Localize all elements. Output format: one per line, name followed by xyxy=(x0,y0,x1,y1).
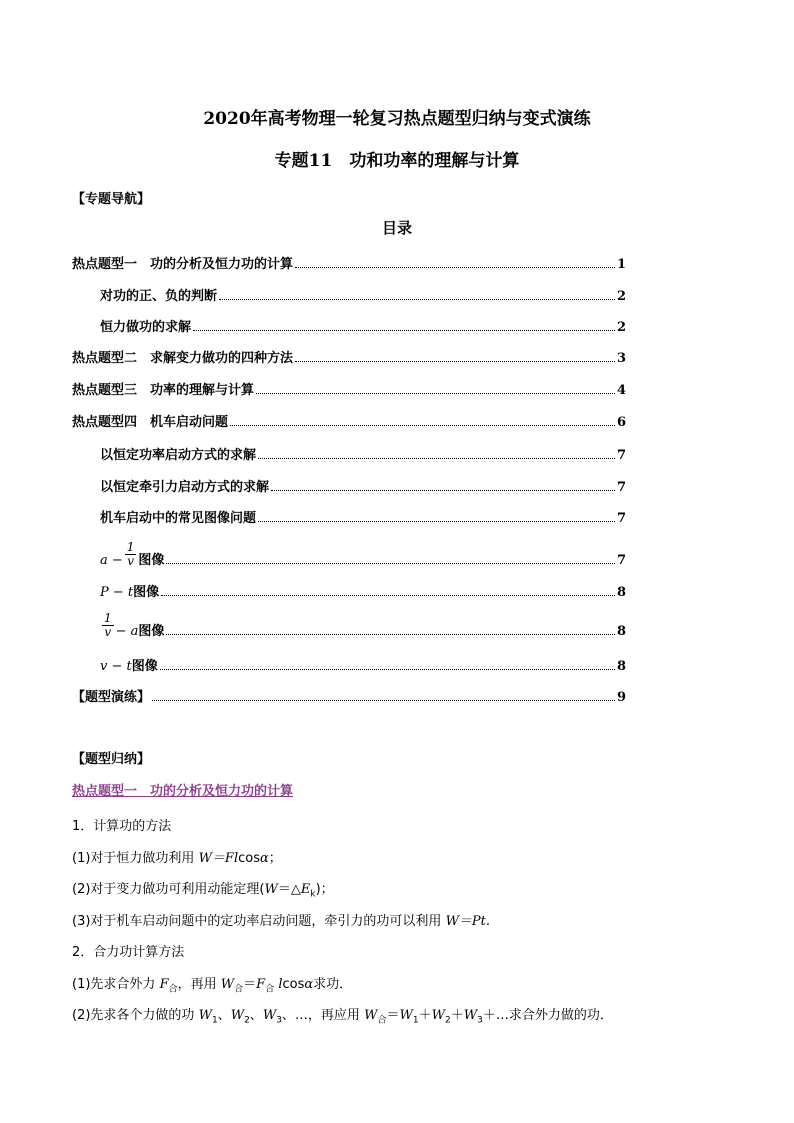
toc-item-label xyxy=(100,581,159,600)
text: (1)先求合外力 xyxy=(72,977,160,992)
text: 、 xyxy=(217,1008,231,1023)
content-line-2 xyxy=(72,878,334,900)
formula: E xyxy=(300,882,311,897)
formula: W＝Fl xyxy=(198,851,239,866)
toc-item-page: 7 xyxy=(616,448,626,463)
toc-leader-dots xyxy=(295,267,615,268)
text: (2)对于变力做功可利用动能定理( xyxy=(72,882,265,897)
toc-item-label xyxy=(100,541,164,568)
toc-item-page: 7 xyxy=(616,553,626,568)
formula: W xyxy=(264,882,278,897)
fraction-numerator: 1 xyxy=(104,611,112,625)
formula: W xyxy=(463,1008,478,1023)
toc-item[interactable] xyxy=(100,473,626,495)
toc-item[interactable] xyxy=(100,534,626,568)
document-subtitle: 专题11 功和功率的理解与计算 xyxy=(274,151,520,171)
text: 求合外力做的功． xyxy=(508,1008,613,1023)
nav-tag: 【专题导航】 xyxy=(72,192,151,207)
document-title: 2020年高考物理一轮复习热点题型归纳与变式演练 xyxy=(203,109,591,129)
toc-item-page: 4 xyxy=(616,383,626,398)
text: ＋… xyxy=(482,1008,509,1023)
toc-leader-dots xyxy=(256,393,615,394)
toc-leader-dots xyxy=(152,700,615,701)
toc-leader-dots xyxy=(258,458,615,459)
toc-item-page: 3 xyxy=(616,351,626,366)
toc-item[interactable] xyxy=(100,313,626,335)
toc-leader-dots xyxy=(166,634,615,635)
subscript: 1 xyxy=(211,1015,218,1026)
content-line-3 xyxy=(72,910,490,929)
formula: W xyxy=(262,1008,277,1023)
toc-item-page: 8 xyxy=(616,659,626,674)
toc-item-page: 2 xyxy=(616,320,626,335)
formula: W xyxy=(431,1008,445,1023)
toc-leader-dots xyxy=(193,330,615,331)
toc-title: 目录 xyxy=(381,219,412,237)
text: 、 xyxy=(249,1008,263,1023)
toc-item-label: 热点题型四 机车启动问题 xyxy=(72,415,229,430)
toc-item-label: 以恒定牵引力启动方式的求解 xyxy=(100,480,270,495)
toc-item-label xyxy=(100,612,164,639)
toc-math-label: v − t xyxy=(100,659,132,674)
formula: W xyxy=(198,1008,212,1023)
toc-item[interactable] xyxy=(72,250,626,272)
toc-item[interactable] xyxy=(100,282,626,304)
fraction-numerator: 1 xyxy=(126,540,135,554)
toc-item-page: 7 xyxy=(616,511,626,526)
toc-leader-dots xyxy=(219,299,615,300)
text: cos xyxy=(238,851,260,866)
toc-item-label: 恒力做功的求解 xyxy=(100,320,192,335)
content-heading-1: 1．计算功的方法 xyxy=(72,819,172,834)
subscript: 3 xyxy=(276,1015,282,1026)
toc-item[interactable] xyxy=(100,605,626,639)
toc-item-label: 以恒定功率启动方式的求解 xyxy=(100,448,257,463)
toc-fraction xyxy=(125,541,137,568)
text: 、…，再应用 xyxy=(281,1008,365,1023)
summary-tag: 【题型归纳】 xyxy=(72,752,151,767)
toc-label-suffix: 图像 xyxy=(138,624,165,639)
subscript: 合 xyxy=(168,984,178,995)
formula: W xyxy=(364,1008,378,1023)
fraction-denominator: v xyxy=(127,554,134,568)
subscript: 2 xyxy=(244,1015,250,1026)
content-line-4 xyxy=(72,973,352,995)
toc-item-label: 热点题型一 功的分析及恒力功的计算 xyxy=(72,257,294,272)
formula: W＝Pt. xyxy=(445,914,491,929)
toc-fraction xyxy=(102,612,114,639)
text: ＝ xyxy=(243,977,257,992)
formula: α xyxy=(259,851,269,866)
subscript: 合 xyxy=(234,984,244,995)
toc-item-page: 6 xyxy=(616,415,626,430)
toc-math-prefix: a − xyxy=(100,553,123,568)
formula: W xyxy=(230,1008,245,1023)
subscript: 2 xyxy=(444,1015,451,1026)
text: ＋ xyxy=(450,1008,464,1023)
text: ＋ xyxy=(418,1008,432,1023)
section-heading-link[interactable]: 热点题型一 功的分析及恒力功的计算 xyxy=(72,784,294,799)
subscript: 3 xyxy=(477,1015,483,1026)
subscript: 合 xyxy=(265,984,275,995)
toc-item-page: 1 xyxy=(616,257,626,272)
fraction-denominator: v xyxy=(104,625,112,639)
toc-label-suffix: 图像 xyxy=(131,659,158,674)
toc-item[interactable] xyxy=(72,344,626,366)
toc-item[interactable] xyxy=(72,683,626,705)
text: 求功． xyxy=(313,977,353,992)
toc-item-label xyxy=(100,655,158,674)
toc-label-suffix: 图像 xyxy=(133,585,160,600)
toc-leader-dots xyxy=(295,361,615,362)
toc-item-label: 热点题型二 求解变力做功的四种方法 xyxy=(72,351,294,366)
formula: W xyxy=(399,1008,413,1023)
toc-item-page: 7 xyxy=(616,480,626,495)
toc-item-page: 8 xyxy=(616,624,626,639)
text: ＝ xyxy=(386,1008,400,1023)
toc-item-label: 机车启动中的常见图像问题 xyxy=(100,511,257,526)
subscript: 合 xyxy=(377,1015,387,1026)
toc-leader-dots xyxy=(166,563,615,564)
toc-item[interactable] xyxy=(100,504,626,526)
text: ＝△ xyxy=(277,882,301,897)
text: ，再用 xyxy=(177,977,221,992)
content-line-1 xyxy=(72,847,282,866)
toc-item-label: 对功的正、负的判断 xyxy=(100,289,218,304)
formula: W xyxy=(220,977,235,992)
formula: α xyxy=(304,977,314,992)
toc-item-page: 9 xyxy=(616,690,626,705)
toc-item[interactable] xyxy=(72,408,626,430)
text: (1)对于恒力做功利用 xyxy=(72,851,199,866)
toc-item[interactable] xyxy=(72,376,626,398)
toc-item[interactable] xyxy=(100,441,626,463)
toc-leader-dots xyxy=(271,490,615,491)
toc-item-page: 8 xyxy=(616,585,626,600)
toc-item-label: 热点题型三 功率的理解与计算 xyxy=(72,383,255,398)
toc-leader-dots xyxy=(160,669,615,670)
subscript: 1 xyxy=(412,1015,419,1026)
toc-math-label: − a xyxy=(115,624,139,639)
toc-math-label: P − t xyxy=(100,585,134,600)
formula: F xyxy=(159,977,169,992)
text: (2)先求各个力做的功 xyxy=(72,1008,199,1023)
content-heading-2: 2．合力功计算方法 xyxy=(72,945,185,960)
toc-leader-dots xyxy=(258,521,615,522)
toc-leader-dots xyxy=(161,595,615,596)
toc-leader-dots xyxy=(230,425,615,426)
text: )； xyxy=(315,882,334,897)
toc-item-label: 【题型演练】 xyxy=(72,690,151,705)
text: cos xyxy=(282,977,305,992)
formula: l xyxy=(274,977,283,992)
subscript: k xyxy=(310,889,316,900)
text: ； xyxy=(268,851,282,866)
toc-item-page: 2 xyxy=(616,289,626,304)
text: (3)对于机车启动问题中的定功率启动问题，牵引力的功可以利用 xyxy=(72,914,446,929)
toc-item[interactable] xyxy=(100,578,626,600)
formula: F xyxy=(256,977,266,992)
toc-label-suffix: 图像 xyxy=(138,553,165,568)
toc-item[interactable] xyxy=(100,652,626,674)
content-line-5 xyxy=(72,1004,613,1026)
